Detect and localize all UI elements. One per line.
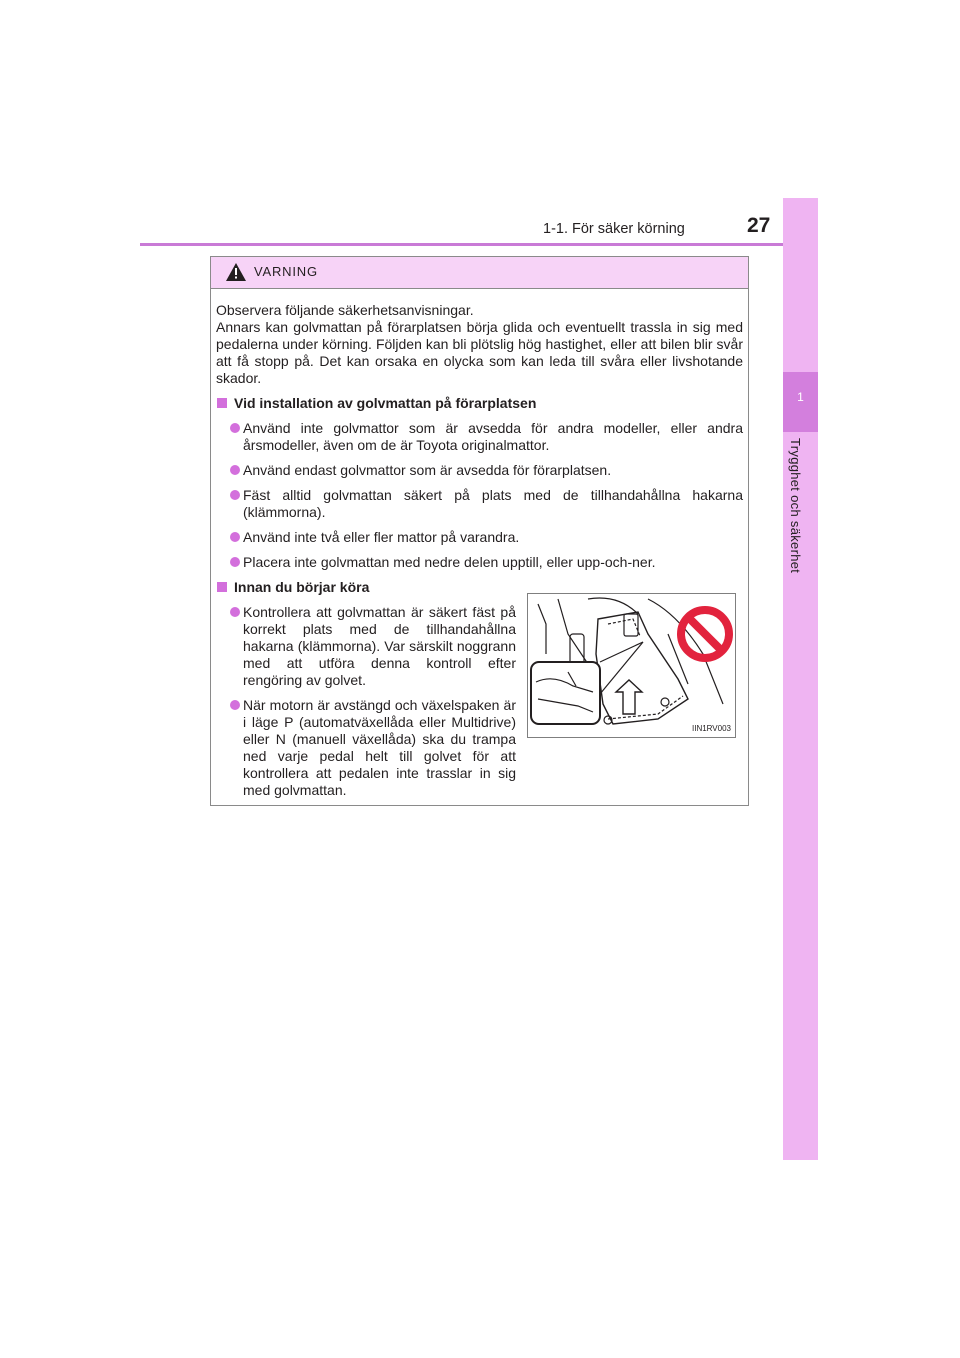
round-bullet-icon	[230, 490, 240, 500]
chapter-title: Trygghet och säkerhet	[788, 438, 803, 574]
floor-mat-illustration	[527, 593, 736, 738]
floor-mat-drawing	[528, 594, 735, 737]
chapter-side-tab	[783, 198, 818, 1160]
section-heading-installation: Vid installation av golvmattan på förarplatsen	[216, 395, 743, 412]
list-item: Använd endast golvmattor som är avsedda för förarplatsen.	[216, 462, 743, 479]
warning-triangle-icon	[226, 263, 246, 281]
chapter-number: 1	[797, 390, 804, 404]
header-rule	[140, 243, 818, 246]
list-item: Kontrollera att golvmattan är säkert fäst på korrekt plats med de tillhandahållna hakarna (klämmorna). Var särskilt noggrann med att utföra denna kontroll efter rengöring av golvet.	[216, 604, 516, 689]
round-bullet-icon	[230, 465, 240, 475]
page-number: 27	[747, 214, 771, 237]
round-bullet-icon	[230, 532, 240, 542]
warning-box	[210, 256, 749, 806]
intro-line-2: Annars kan golvmattan på förarplatsen börja glida och eventuellt trassla in sig med pedalerna under körning. Följden kan bli plötslig hög hastighet, eller att bilen blir svår att få stopp på. Det kan orsaka en olycka som kan leda till svåra eller livshotande skador.	[216, 319, 743, 386]
list-item: Använd inte golvmattor som är avsedda för andra modeller, eller andra årsmodeller, även om de är Toyota originalmattor.	[216, 420, 743, 454]
section-heading-before-driving: Innan du börjar köra	[216, 579, 743, 596]
round-bullet-icon	[230, 557, 240, 567]
section-title: 1-1. För säker körning	[543, 221, 685, 237]
list-item: Använd inte två eller fler mattor på varandra.	[216, 529, 743, 546]
round-bullet-icon	[230, 700, 240, 710]
square-bullet-icon	[217, 398, 227, 408]
round-bullet-icon	[230, 423, 240, 433]
warning-header	[211, 257, 748, 289]
intro-line-1: Observera följande säkerhetsanvisningar.	[216, 302, 474, 318]
before-driving-list	[216, 604, 516, 799]
list-item: Placera inte golvmattan med nedre delen upptill, eller upp-och-ner.	[216, 554, 743, 571]
square-bullet-icon	[217, 582, 227, 592]
warning-title: VARNING	[254, 264, 318, 279]
list-item: När motorn är avstängd och växelspaken är i läge P (automatväxellåda eller Multidrive) eller N (manuell växellåda) ska du trampa ned varje pedal helt till golvet för att kontrollera att pedalen inte trasslar in sig med golvmattan.	[216, 697, 516, 799]
list-item: Fäst alltid golvmattan säkert på plats med de tillhandahållna hakarna (klämmorna).	[216, 487, 743, 521]
figure-code: IIN1RV003	[692, 724, 731, 733]
round-bullet-icon	[230, 607, 240, 617]
